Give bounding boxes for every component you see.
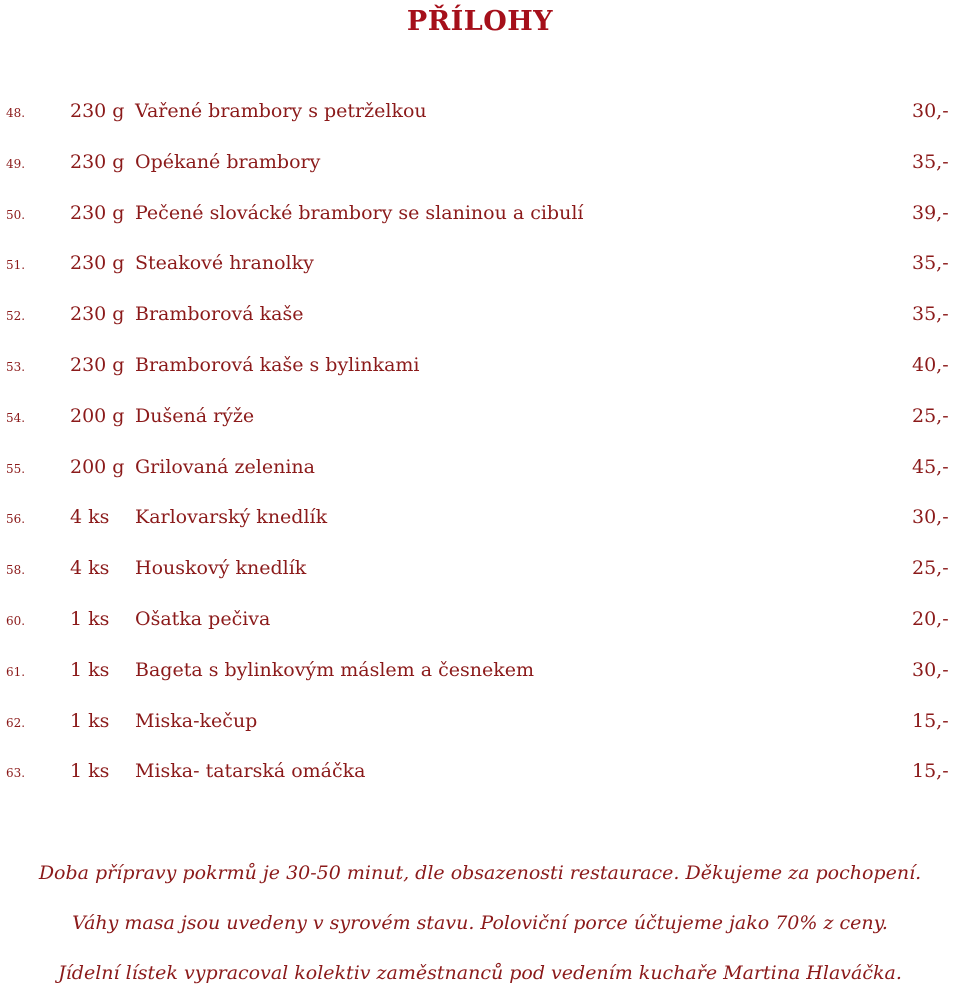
item-number: 54. (6, 410, 26, 425)
item-name: Vařené brambory s petrželkou (135, 100, 427, 122)
item-number: 62. (6, 715, 26, 730)
item-name: Steakové hranolky (135, 252, 314, 275)
item-name: Dušená rýže (135, 404, 255, 427)
item-price: 30,- (912, 658, 949, 681)
item-number: 60. (6, 613, 26, 628)
item-price: 15,- (912, 709, 949, 732)
item-name: Karlovarský knedlík (135, 506, 328, 529)
item-price: 35,- (912, 252, 949, 275)
item-number: 61. (6, 664, 26, 679)
item-number: 58. (6, 563, 26, 578)
item-name: Houskový knedlík (135, 557, 307, 580)
item-price: 39,- (912, 201, 949, 224)
item-name: Bageta s bylinkovým máslem a česnekem (135, 658, 534, 681)
item-name: Grilovaná zelenina (135, 455, 315, 478)
menu-list (0, 96, 960, 807)
page-title: PŘÍLOHY (406, 6, 554, 37)
item-price: 15,- (912, 760, 949, 783)
footer-notes (0, 858, 960, 1008)
item-quantity: 200 g (70, 455, 125, 478)
item-price: 35,- (912, 150, 949, 173)
item-quantity: 230 g (70, 201, 125, 224)
item-quantity: 1 ks (70, 607, 110, 630)
item-number: 49. (6, 156, 26, 171)
item-price: 20,- (912, 607, 949, 630)
menu-item (0, 502, 960, 553)
item-number: 53. (6, 359, 26, 374)
item-name: Ošatka pečiva (135, 607, 271, 630)
item-name: Miska- tatarská omáčka (135, 760, 366, 783)
item-quantity: 1 ks (70, 658, 110, 681)
item-quantity: 230 g (70, 303, 125, 326)
item-price: 30,- (912, 506, 949, 529)
item-price: 25,- (912, 404, 949, 427)
item-price: 25,- (912, 557, 949, 580)
item-price: 45,- (912, 455, 949, 478)
menu-item (0, 553, 960, 604)
item-price: 30,- (912, 100, 949, 122)
menu-item (0, 299, 960, 350)
menu-item (0, 452, 960, 503)
item-quantity: 200 g (70, 404, 125, 427)
item-number: 63. (6, 766, 26, 781)
menu-item (0, 147, 960, 198)
item-quantity: 230 g (70, 150, 125, 173)
item-number: 52. (6, 309, 26, 324)
menu-item (0, 401, 960, 452)
item-name: Opékané brambory (135, 150, 321, 173)
author-note: Jídelní lístek vypracoval kolektiv zaměstnanců pod vedením kuchaře Martina Hlaváčka. (58, 962, 902, 984)
item-quantity: 1 ks (70, 760, 110, 783)
menu-item (0, 96, 960, 147)
item-quantity: 4 ks (70, 506, 110, 529)
item-number: 50. (6, 207, 26, 222)
menu-item (0, 248, 960, 299)
item-number: 55. (6, 461, 26, 476)
item-quantity: 230 g (70, 353, 125, 376)
item-number: 48. (6, 106, 26, 120)
item-number: 51. (6, 258, 26, 273)
item-name: Bramborová kaše (135, 303, 304, 326)
item-number: 56. (6, 512, 26, 527)
item-quantity: 230 g (70, 252, 125, 275)
preparation-time-note: Doba přípravy pokrmů je 30-50 minut, dle obsazenosti restaurace. Děkujeme za pochopení. (38, 862, 922, 884)
weight-portion-note: Váhy masa jsou uvedeny v syrovém stavu. Poloviční porce účtujeme jako 70% z ceny. (72, 912, 888, 934)
menu-item (0, 706, 960, 757)
item-price: 40,- (912, 353, 949, 376)
item-price: 35,- (912, 303, 949, 326)
menu-item (0, 350, 960, 401)
item-name: Miska-kečup (135, 709, 258, 732)
item-name: Pečené slovácké brambory se slaninou a cibulí (135, 201, 584, 224)
item-quantity: 4 ks (70, 557, 110, 580)
item-quantity: 230 g (70, 100, 125, 122)
item-name: Bramborová kaše s bylinkami (135, 353, 420, 376)
menu-item (0, 756, 960, 807)
menu-item (0, 655, 960, 706)
item-quantity: 1 ks (70, 709, 110, 732)
menu-item (0, 198, 960, 249)
menu-item (0, 604, 960, 655)
